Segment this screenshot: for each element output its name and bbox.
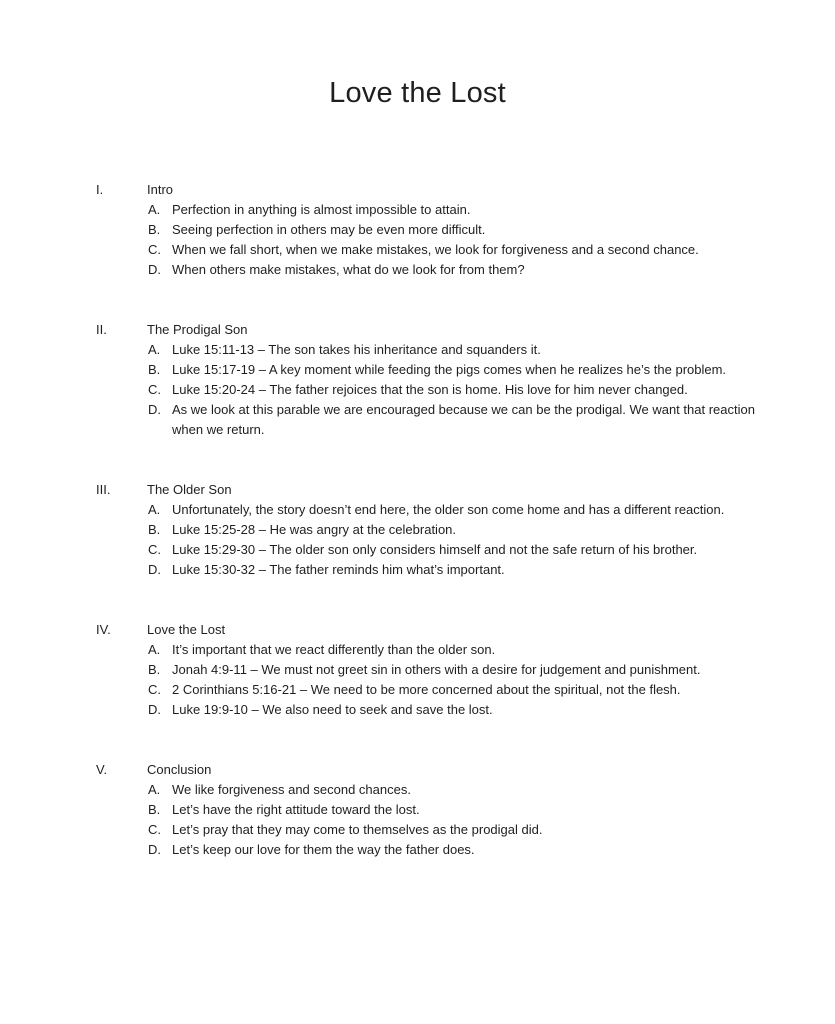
section-heading: Love the Lost (147, 622, 226, 637)
item-label: A. (148, 342, 161, 357)
item-text: Let’s have the right attitude toward the lost. (172, 802, 420, 817)
outline-item (148, 220, 775, 240)
item-label: B. (148, 522, 161, 537)
item-label: C. (148, 682, 161, 697)
item-text: Let’s keep our love for them the way the father does. (172, 842, 475, 857)
item-label: D. (148, 262, 161, 277)
item-text: We like forgiveness and second chances. (172, 782, 411, 797)
outline-section (96, 480, 775, 580)
outline-item (148, 660, 775, 680)
item-text: Unfortunately, the story doesn’t end here, the older son come home and has a different reaction. (172, 502, 725, 517)
section-heading-row (96, 620, 775, 640)
outline-item (148, 820, 775, 840)
item-label: D. (148, 562, 161, 577)
outline-item (148, 560, 775, 580)
item-text: Luke 15:29-30 – The older son only considers himself and not the safe return of his brother. (172, 542, 698, 557)
outline-item (148, 240, 775, 260)
outline-item (148, 780, 775, 800)
item-text: Luke 15:20-24 – The father rejoices that the son is home. His love for him never changed. (172, 382, 688, 397)
item-text: When others make mistakes, what do we look for from them? (172, 262, 525, 277)
document-title: Love the Lost (329, 77, 506, 109)
section-heading: Conclusion (147, 762, 212, 777)
outline-item (148, 680, 775, 700)
item-label: C. (148, 242, 161, 257)
item-text: Let’s pray that they may come to themselves as the prodigal did. (172, 822, 543, 837)
section-heading-row (96, 180, 775, 200)
item-text: Seeing perfection in others may be even more difficult. (172, 222, 486, 237)
item-text: Luke 19:9-10 – We also need to seek and save the lost. (172, 702, 493, 717)
outline-section (96, 760, 775, 860)
section-numeral: IV. (96, 622, 111, 637)
section-items (148, 340, 775, 440)
item-label: C. (148, 822, 161, 837)
item-text: Luke 15:25-28 – He was angry at the celebration. (172, 522, 457, 537)
item-label: D. (148, 702, 161, 717)
section-numeral: I. (96, 182, 104, 197)
item-text: As we look at this parable we are encouraged because we can be the prodigal. We want that reaction when we return. (172, 402, 755, 437)
item-label: D. (148, 842, 161, 857)
outline-item (148, 500, 775, 520)
item-label: B. (148, 802, 161, 817)
outline-item (148, 260, 775, 280)
outline-section (96, 180, 775, 280)
item-text: 2 Corinthians 5:16-21 – We need to be more concerned about the spiritual, not the flesh. (172, 682, 681, 697)
section-heading: The Older Son (147, 482, 232, 497)
item-label: C. (148, 542, 161, 557)
outline-item (148, 840, 775, 860)
item-text: It’s important that we react differently than the older son. (172, 642, 496, 657)
section-items (148, 500, 775, 580)
sermon-outline (96, 180, 775, 860)
outline-item (148, 360, 775, 380)
section-items (148, 640, 775, 720)
section-heading-row (96, 480, 775, 500)
item-label: B. (148, 362, 161, 377)
section-items (148, 780, 775, 860)
item-label: D. (148, 402, 161, 417)
section-numeral: V. (96, 762, 108, 777)
item-text: When we fall short, when we make mistakes, we look for forgiveness and a second chance. (172, 242, 699, 257)
outline-item (148, 380, 775, 400)
outline-item (148, 800, 775, 820)
outline-item (148, 520, 775, 540)
item-text: Jonah 4:9-11 – We must not greet sin in others with a desire for judgement and punishment. (172, 662, 701, 677)
outline-item (148, 340, 775, 360)
section-heading: The Prodigal Son (147, 322, 248, 337)
section-items (148, 200, 775, 280)
section-heading: Intro (147, 182, 174, 197)
outline-item (148, 400, 775, 440)
outline-section (96, 320, 775, 440)
item-text: Luke 15:11-13 – The son takes his inheritance and squanders it. (172, 342, 541, 357)
section-heading-row (96, 320, 775, 340)
item-text: Perfection in anything is almost impossible to attain. (172, 202, 471, 217)
outline-item (148, 640, 775, 660)
outline-item (148, 700, 775, 720)
item-label: A. (148, 782, 161, 797)
item-label: A. (148, 502, 161, 517)
item-label: A. (148, 202, 161, 217)
outline-item (148, 200, 775, 220)
item-text: Luke 15:17-19 – A key moment while feeding the pigs comes when he realizes he’s the problem. (172, 362, 727, 377)
item-label: B. (148, 222, 161, 237)
outline-item (148, 540, 775, 560)
item-text: Luke 15:30-32 – The father reminds him what’s important. (172, 562, 505, 577)
item-label: B. (148, 662, 161, 677)
outline-section (96, 620, 775, 720)
item-label: C. (148, 382, 161, 397)
section-numeral: III. (96, 482, 111, 497)
section-numeral: II. (96, 322, 107, 337)
item-label: A. (148, 642, 161, 657)
section-heading-row (96, 760, 775, 780)
